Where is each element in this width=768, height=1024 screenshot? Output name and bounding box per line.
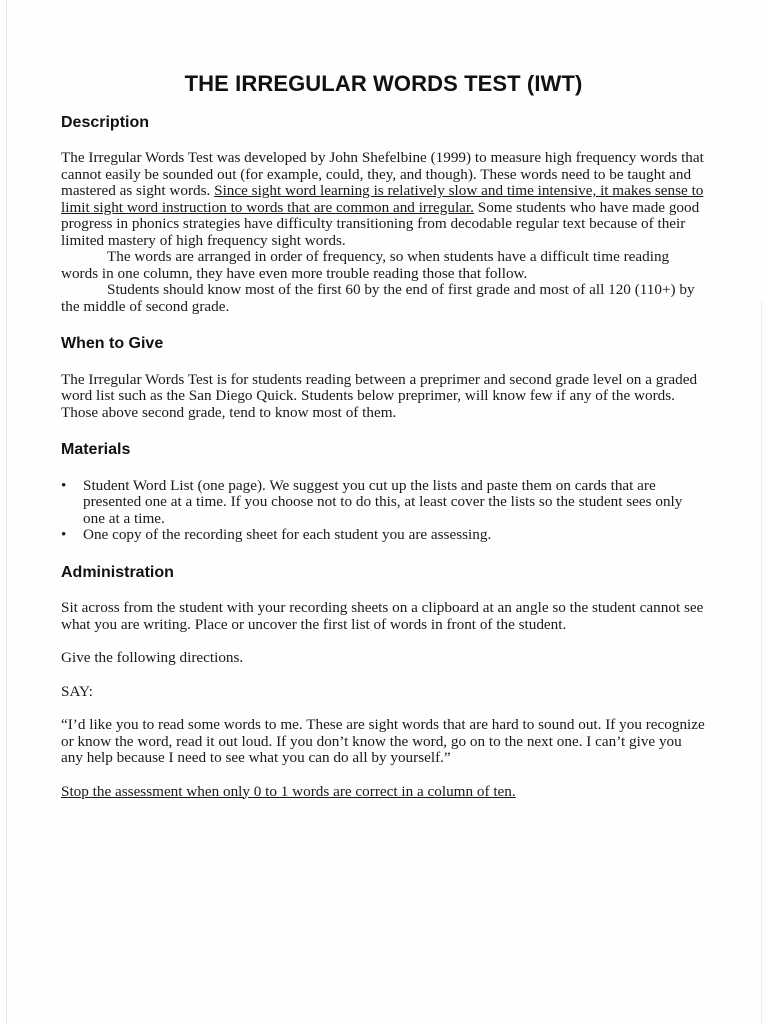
description-heading: Description [61,113,150,131]
administration-heading: Administration [61,563,174,581]
when-to-give-paragraph: The Irregular Words Test is for students reading between a preprimer and second grade level on a graded word list such as the San Diego Quick. Students below preprimer, will know few if any of the words. Those above second grade, tend to know most of them. [61,370,698,421]
administration-say-label: SAY: [61,682,93,700]
document-title: THE IRREGULAR WORDS TEST (IWT) [184,71,583,96]
materials-list [61,478,706,544]
description-paragraph-3: Students should know most of the first 60 by the end of first grade and most of all 120 (110+) by the middle of second grade. [61,281,695,315]
administration-directions-quote: “I’d like you to read some words to me. These are sight words that are hard to sound out. If you recognize or know the word, read it out loud. If you don’t know the word, go on to the next one. I can’t give you any help because I need to see what you can do all by yourself.” [61,716,705,766]
description-text-b: Some students who have made good progress in phonics strategies have difficulty transitioning from decodable regular text because of their limited mastery of high frequency sight words. [61,198,700,249]
description-paragraph-1 [61,150,706,249]
page-right-edge [761,300,762,1024]
description-text-a: The Irregular Words Test was developed by John Shefelbine (1999) to measure high frequency words that cannot easily be sounded out (for example, could, they, and though). These words need to be taught and mastered as sight words. [61,149,704,199]
description-underlined-text: Since sight word learning is relatively slow and time intensive, it makes sense to limit sight word instruction to words that are common and irregular. [61,182,704,216]
description-paragraph-2: The words are arranged in order of frequency, so when students have a difficult time reading words in one column, they have even more trouble reading those that follow. [61,248,670,282]
document-content [61,70,706,821]
when-to-give-section [61,336,706,421]
materials-heading: Materials [61,441,131,458]
administration-paragraph-1: Sit across from the student with your recording sheets on a clipboard at an angle so the student cannot see what you are writing. Place or uncover the first list of words in front of the student. [61,599,704,633]
administration-stop-rule: Stop the assessment when only 0 to 1 words are correct in a column of ten. [61,782,516,800]
administration-paragraph-2: Give the following directions. [61,649,244,666]
description-section [61,115,706,316]
when-to-give-heading: When to Give [61,335,164,352]
administration-section [61,565,706,801]
materials-item: • One copy of the recording sheet for each student you are assessing. [61,527,706,544]
materials-item: • Student Word List (one page). We suggest you cut up the lists and paste them on cards that are presented one at a time. If you choose not to do this, at least cover the lists so the student sees only one at a time. [61,478,706,528]
materials-section [61,442,706,544]
page-left-edge [6,0,7,1024]
